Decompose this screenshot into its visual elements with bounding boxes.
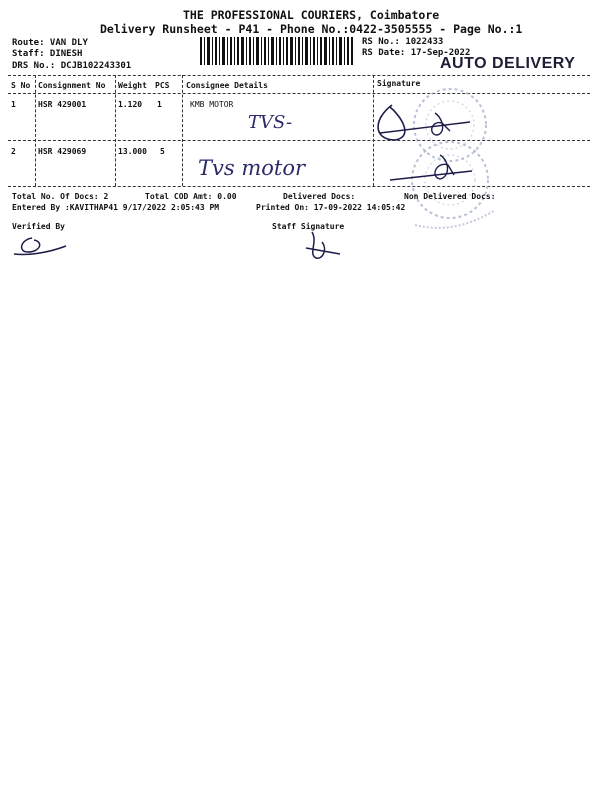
staff-signature-label: Staff Signature <box>272 222 345 231</box>
route-label: Route: VAN DLY <box>12 38 88 48</box>
row1-consignee: KMB MOTOR <box>190 100 234 109</box>
row1-weight: 1.120 <box>118 100 143 109</box>
drs-number: DRS No.: DCJB102243301 <box>12 61 132 71</box>
table-top-border <box>8 75 590 76</box>
rs-number: RS No.: 1022433 <box>362 37 444 47</box>
column-divider <box>182 75 183 186</box>
verified-signature <box>10 232 70 260</box>
row2-consignment: HSR 429069 <box>38 147 87 156</box>
total-cod-amount: Total COD Amt: 0.00 <box>145 192 237 201</box>
delivered-docs: Delivered Docs: <box>283 192 356 201</box>
row1-pcs: 1 <box>157 100 162 109</box>
row1-handwritten-note: TVS- <box>248 112 293 133</box>
col-header-consignment: Consignment No <box>38 81 106 90</box>
verified-by-label: Verified By <box>12 222 65 231</box>
col-header-sno: S No <box>11 81 31 90</box>
staff-signature-mark <box>300 228 360 264</box>
rs-date: RS Date: 17-Sep-2022 <box>362 48 471 58</box>
auto-delivery-stamp: AUTO DELIVERY <box>440 55 576 72</box>
signature-scribbles <box>370 95 480 190</box>
staff-label: Staff: DINESH <box>12 49 83 59</box>
row1-sno: 1 <box>11 100 16 109</box>
row2-sno: 2 <box>11 147 16 156</box>
column-divider <box>35 75 36 186</box>
entered-by: Entered By :KAVITHAP41 9/17/2022 2:05:43 PM <box>12 203 220 212</box>
runsheet-title: Delivery Runsheet - P41 - Phone No.:0422-3505555 - Page No.:1 <box>100 22 523 36</box>
non-delivered-docs: Non Delivered Docs: <box>404 192 496 201</box>
column-divider <box>115 75 116 186</box>
row1-consignment: HSR 429001 <box>38 100 87 109</box>
barcode <box>200 37 355 65</box>
row2-handwritten-note: Tvs motor <box>198 156 305 180</box>
col-header-consignee: Consignee Details <box>186 81 268 90</box>
total-docs: Total No. Of Docs: 2 <box>12 192 109 201</box>
row2-weight: 13.000 <box>118 147 147 156</box>
col-header-pcs: PCS <box>155 81 170 90</box>
row2-pcs: 5 <box>160 147 165 156</box>
col-header-signature: Signature <box>377 79 421 88</box>
company-title: THE PROFESSIONAL COURIERS, Coimbatore <box>183 8 440 22</box>
printed-on: Printed On: 17-09-2022 14:05:42 <box>256 203 406 212</box>
col-header-weight: Weight <box>118 81 147 90</box>
